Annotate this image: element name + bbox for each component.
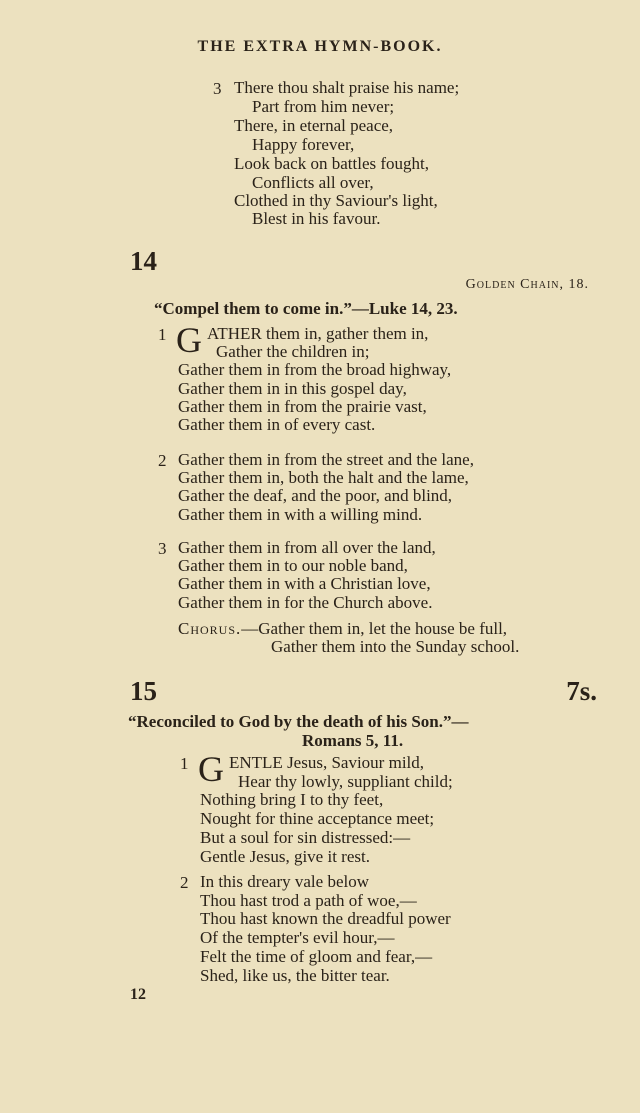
chorus-label: Chorus. bbox=[178, 619, 242, 638]
verse-line: But a soul for sin distressed:— bbox=[200, 828, 411, 847]
verse-line: Gather them in in this gospel day, bbox=[178, 379, 407, 398]
verse-line: Gather them in of every cast. bbox=[178, 415, 376, 434]
verse-line: Gather them in from the prairie vast, bbox=[178, 397, 427, 416]
meter: 7s. bbox=[566, 676, 597, 706]
verse-line: Gather them in with a willing mind. bbox=[178, 505, 423, 524]
chorus-line: Gather them into the Sunday school. bbox=[271, 637, 520, 656]
verse-line: Gather them in, both the halt and the lame, bbox=[178, 468, 469, 487]
verse-line: Clothed in thy Saviour's light, bbox=[234, 191, 438, 210]
verse-line: Nought for thine acceptance meet; bbox=[200, 809, 435, 828]
verse-line: Gather them in with a Christian love, bbox=[178, 574, 431, 593]
verse-line: Blest in his favour. bbox=[252, 209, 381, 228]
verse-line: Hear thy lowly, suppliant child; bbox=[238, 772, 453, 791]
verse-line: Nothing bring I to thy feet, bbox=[200, 790, 384, 809]
chorus-text: —Gather them in, let the house be full, bbox=[241, 619, 508, 638]
verse-line: Gather them in from all over the land, bbox=[178, 538, 436, 557]
running-header: THE EXTRA HYMN-BOOK. bbox=[197, 38, 443, 55]
verse-number: 1 bbox=[158, 325, 167, 344]
verse-line: Gather them in from the broad highway, bbox=[178, 360, 452, 379]
verse-line: Gentle Jesus, give it rest. bbox=[200, 847, 370, 866]
hymn-number: 14 bbox=[130, 246, 157, 276]
verse-number: 3 bbox=[213, 79, 222, 98]
chorus-line bbox=[178, 620, 507, 639]
verse-number: 3 bbox=[158, 539, 167, 558]
verse-line: ATHER them in, gather them in, bbox=[207, 324, 429, 343]
scripture-text: “Compel them to come in.”—Luke 14, 23. bbox=[154, 299, 458, 318]
verse-number: 2 bbox=[180, 873, 189, 892]
verse-line: There thou shalt praise his name; bbox=[234, 78, 460, 97]
verse-line: Felt the time of gloom and fear,— bbox=[200, 947, 433, 966]
verse-line: Thou hast known the dreadful power bbox=[200, 909, 451, 928]
verse-line: Gather the deaf, and the poor, and blind, bbox=[178, 486, 453, 505]
drop-cap: G bbox=[198, 749, 224, 789]
scripture-text: “Reconciled to God by the death of his Son.”— bbox=[128, 712, 469, 731]
verse-line: Look back on battles fought, bbox=[234, 154, 429, 173]
verse-line: In this dreary vale below bbox=[200, 872, 369, 891]
drop-cap: G bbox=[176, 320, 202, 360]
page-number: 12 bbox=[130, 986, 146, 1003]
verse-line: Gather the children in; bbox=[216, 342, 370, 361]
scripture-reference: Romans 5, 11. bbox=[302, 731, 404, 750]
tune-name: Golden Chain, 18. bbox=[465, 277, 589, 292]
verse-line: Of the tempter's evil hour,— bbox=[200, 928, 395, 947]
verse-line: Shed, like us, the bitter tear. bbox=[200, 966, 390, 985]
verse-number: 1 bbox=[180, 754, 189, 773]
verse-line: Gather them in to our noble band, bbox=[178, 556, 408, 575]
verse-line: Part from him never; bbox=[252, 97, 395, 116]
verse-line: Gather them in for the Church above. bbox=[178, 593, 433, 612]
verse-number: 2 bbox=[158, 451, 167, 470]
verse-line: ENTLE Jesus, Saviour mild, bbox=[229, 753, 425, 772]
verse-line: Conflicts all over, bbox=[252, 173, 374, 192]
hymn-number: 15 bbox=[130, 676, 157, 706]
verse-line: Happy forever, bbox=[252, 135, 355, 154]
verse-line: Gather them in from the street and the lane, bbox=[178, 450, 474, 469]
verse-line: Thou hast trod a path of woe,— bbox=[200, 891, 417, 910]
verse-line: There, in eternal peace, bbox=[234, 116, 394, 135]
